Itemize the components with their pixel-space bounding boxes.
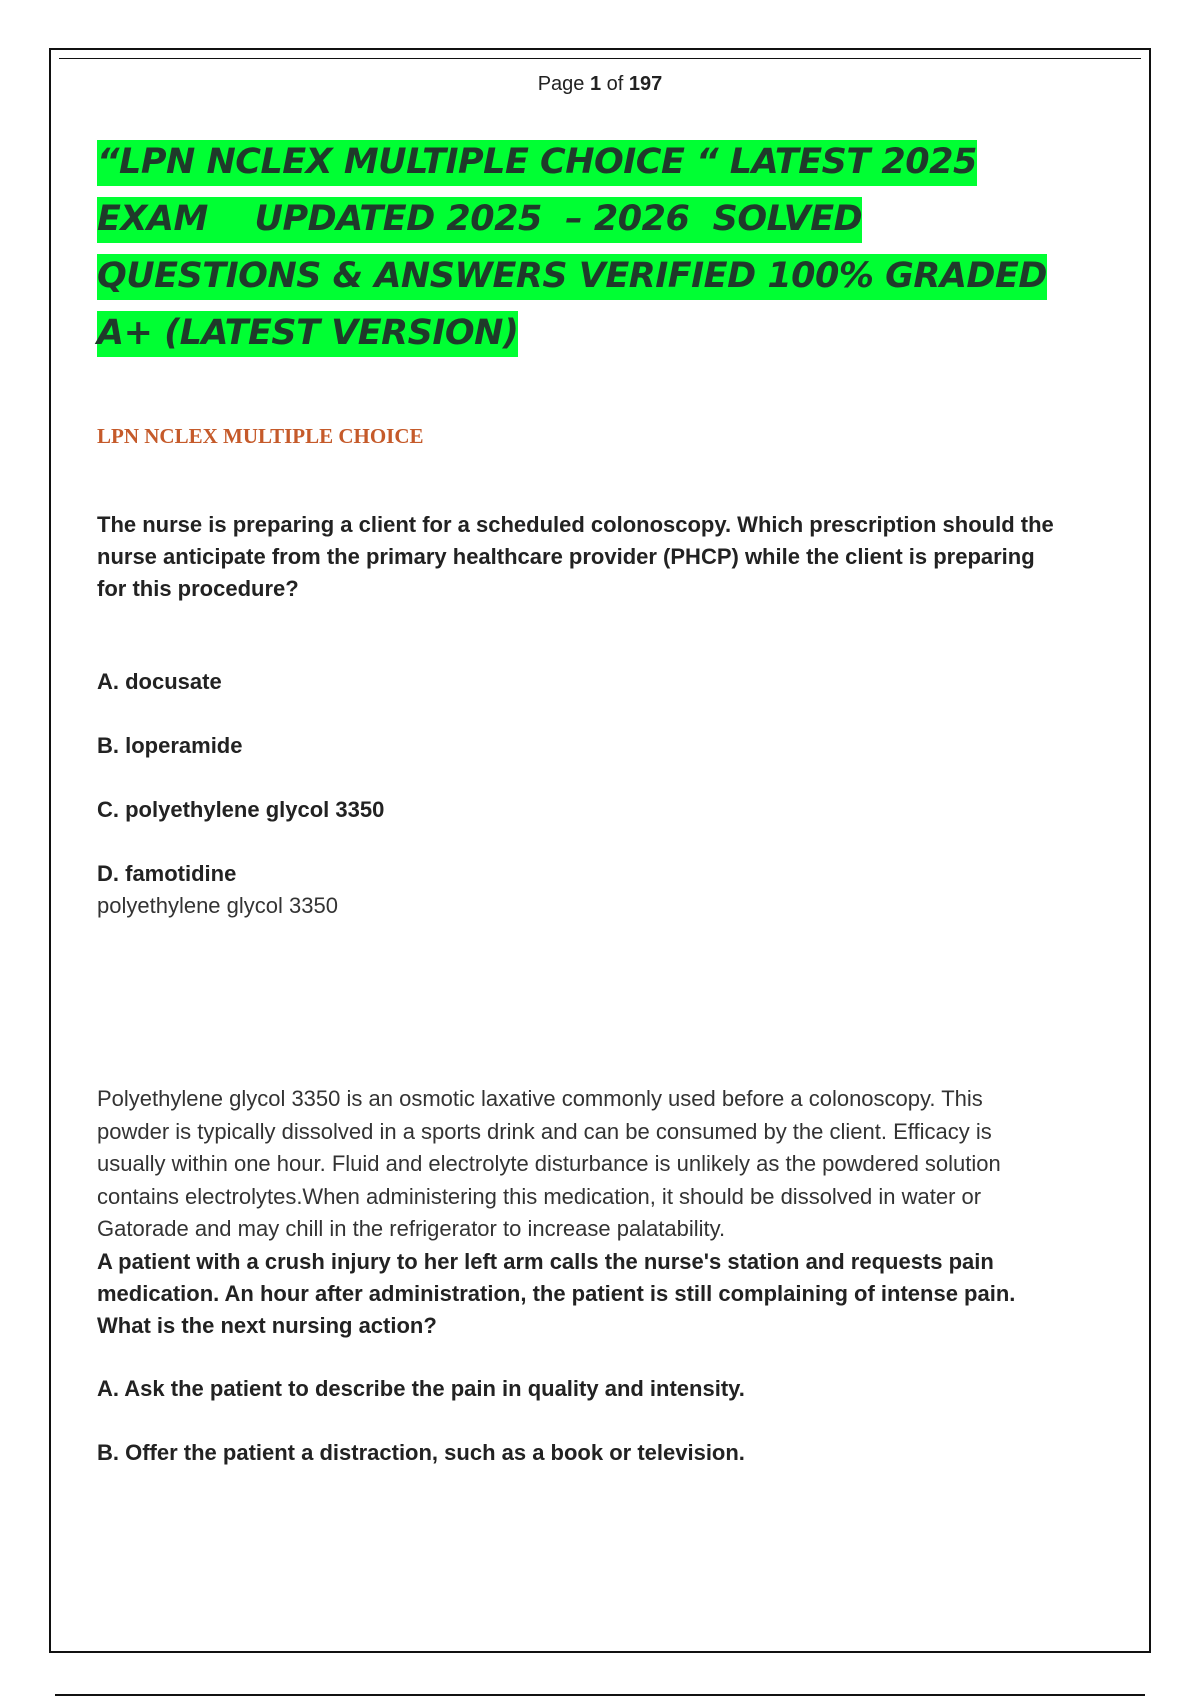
question-1-option-c: C. polyethylene glycol 3350: [97, 797, 385, 822]
page-counter-of: of: [606, 73, 624, 95]
page-counter: [51, 73, 1149, 96]
question-2-text: A patient with a crush injury to her left arm calls the nurse's station and requests pain medication. An hour after administration, the patient is still complaining of intense pain. What is the next nursing action?: [97, 1248, 1016, 1338]
section-heading: LPN NCLEX MULTIPLE CHOICE: [97, 424, 424, 448]
question-1-options: [97, 667, 1057, 889]
question-1-option-d: D. famotidine: [97, 861, 237, 886]
next-page-top-rule: [55, 1694, 1145, 1696]
document-title: [97, 134, 1057, 362]
title-line-3: QUESTIONS & ANSWERS VERIFIED 100% GRADED: [97, 254, 1047, 300]
question-1-option-b: B. loperamide: [97, 733, 243, 758]
question-1-option-a: A. docusate: [97, 669, 222, 694]
question-1-answer: polyethylene glycol 3350: [97, 893, 338, 918]
frame-top-rule: [59, 58, 1141, 59]
question-2-option-b: B. Offer the patient a distraction, such as a book or television.: [97, 1439, 745, 1465]
page-total: 197: [628, 73, 663, 95]
title-line-2: EXAM UPDATED 2025 – 2026 SOLVED: [97, 197, 862, 243]
question-2-option-a: A. Ask the patient to describe the pain in quality and intensity.: [97, 1375, 745, 1401]
page-counter-prefix: Page: [537, 73, 585, 95]
question-1-text: The nurse is preparing a client for a scheduled colonoscopy. Which prescription should the nurse anticipate from the primary healthcare provider (PHCP) while the client is preparing for this procedure?: [97, 512, 1054, 601]
title-line-4: A+ (LATEST VERSION): [97, 311, 518, 357]
question-1-rationale: Polyethylene glycol 3350 is an osmotic laxative commonly used before a colonoscopy. This powder is typically dissolved in a sports drink and can be consumed by the client. Efficacy is usually within one hour. Fluid and electrolyte disturbance is unlikely as the powdered solution contains electrolytes.When administering this medication, it should be dissolved in water or Gatorade and may chill in the refrigerator to increase palatability.: [97, 1086, 1001, 1241]
page-current: 1: [589, 73, 602, 95]
title-line-1: “LPN NCLEX MULTIPLE CHOICE “ LATEST 2025: [97, 140, 977, 186]
document-content: [97, 134, 1057, 1502]
question-2-options: [97, 1374, 1057, 1468]
